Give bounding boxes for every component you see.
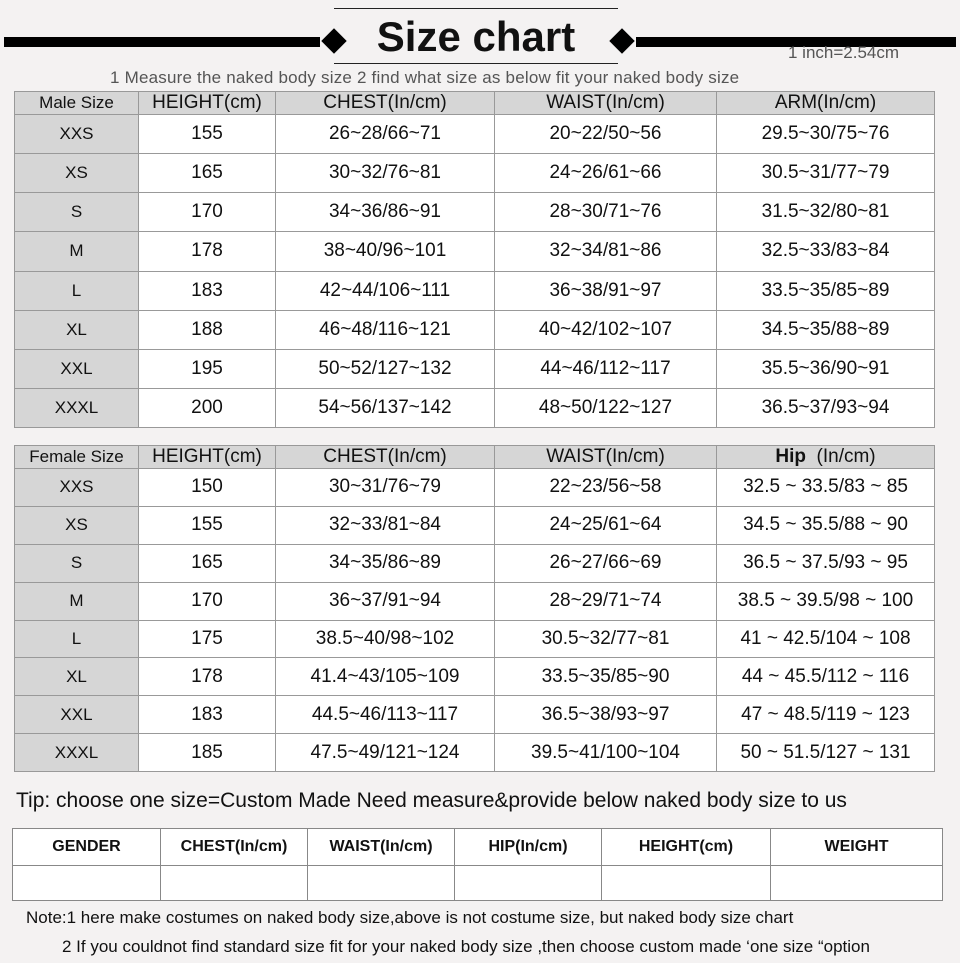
chest-value: 46~48/116~121 xyxy=(276,310,495,349)
waist-value: 26~27/66~69 xyxy=(495,544,717,582)
waist-value: 24~25/61~64 xyxy=(495,506,717,544)
chest-value: 34~35/86~89 xyxy=(276,544,495,582)
waist-value: 20~22/50~56 xyxy=(495,115,717,154)
height-value: 170 xyxy=(139,582,276,620)
weight-entry-cell xyxy=(771,866,943,901)
arm-value: 32.5~33/83~84 xyxy=(717,232,935,271)
table-row xyxy=(15,469,935,507)
size-label: L xyxy=(15,271,139,310)
unit-conversion-note: 1 inch=2.54cm xyxy=(788,43,900,62)
arm-value: 36.5~37/93~94 xyxy=(717,388,935,427)
size-label: L xyxy=(15,620,139,658)
hip-header: HIP(In/cm) xyxy=(455,829,602,866)
size-label: S xyxy=(15,193,139,232)
custom-entry-row xyxy=(13,866,943,901)
title-rule-left xyxy=(4,37,320,47)
hip-value: 36.5 ~ 37.5/93 ~ 95 xyxy=(717,544,935,582)
hip-value: 47 ~ 48.5/119 ~ 123 xyxy=(717,696,935,734)
chest-header: CHEST(In/cm) xyxy=(161,829,308,866)
size-label: M xyxy=(15,232,139,271)
hip-value: 41 ~ 42.5/104 ~ 108 xyxy=(717,620,935,658)
height-value: 175 xyxy=(139,620,276,658)
waist-value: 28~29/71~74 xyxy=(495,582,717,620)
size-label: M xyxy=(15,582,139,620)
height-value: 178 xyxy=(139,658,276,696)
male-size-table xyxy=(14,91,935,428)
table-row xyxy=(15,388,935,427)
chest-value: 54~56/137~142 xyxy=(276,388,495,427)
table-row xyxy=(15,544,935,582)
height-value: 165 xyxy=(139,154,276,193)
size-label: XXXL xyxy=(15,388,139,427)
male-size-header: Male Size xyxy=(15,92,139,115)
waist-value: 32~34/81~86 xyxy=(495,232,717,271)
male-chest-header: CHEST(In/cm) xyxy=(276,92,495,115)
waist-value: 40~42/102~107 xyxy=(495,310,717,349)
female-waist-header: WAIST(In/cm) xyxy=(495,446,717,469)
height-header: HEIGHT(cm) xyxy=(602,829,771,866)
chest-value: 42~44/106~111 xyxy=(276,271,495,310)
chest-value: 47.5~49/121~124 xyxy=(276,734,495,772)
waist-value: 22~23/56~58 xyxy=(495,469,717,507)
chest-value: 44.5~46/113~117 xyxy=(276,696,495,734)
hip-value: 50 ~ 51.5/127 ~ 131 xyxy=(717,734,935,772)
size-label: S xyxy=(15,544,139,582)
size-label: XXL xyxy=(15,696,139,734)
waist-header: WAIST(In/cm) xyxy=(308,829,455,866)
waist-value: 30.5~32/77~81 xyxy=(495,620,717,658)
hip-header-unit: (In/cm) xyxy=(816,446,876,467)
table-row xyxy=(15,154,935,193)
height-value: 195 xyxy=(139,349,276,388)
chest-value: 32~33/81~84 xyxy=(276,506,495,544)
table-row xyxy=(15,310,935,349)
table-row xyxy=(15,696,935,734)
table-row xyxy=(15,620,935,658)
height-value: 165 xyxy=(139,544,276,582)
note-line-2: 2 If you couldnot find standard size fit for your naked body size ,then choose custom made ‘one size “option xyxy=(62,937,870,956)
table-row xyxy=(15,506,935,544)
female-chest-header: CHEST(In/cm) xyxy=(276,446,495,469)
chest-value: 41.4~43/105~109 xyxy=(276,658,495,696)
height-value: 183 xyxy=(139,271,276,310)
gender-entry-cell xyxy=(13,866,161,901)
hip-value: 38.5 ~ 39.5/98 ~ 100 xyxy=(717,582,935,620)
height-value: 170 xyxy=(139,193,276,232)
custom-measurement-table xyxy=(12,828,943,901)
height-value: 155 xyxy=(139,506,276,544)
arm-value: 35.5~36/90~91 xyxy=(717,349,935,388)
size-label: XL xyxy=(15,310,139,349)
height-value: 183 xyxy=(139,696,276,734)
female-hip-header xyxy=(717,446,935,469)
chest-value: 30~31/76~79 xyxy=(276,469,495,507)
waist-value: 33.5~35/85~90 xyxy=(495,658,717,696)
size-label: XXS xyxy=(15,469,139,507)
height-value: 185 xyxy=(139,734,276,772)
arm-value: 30.5~31/77~79 xyxy=(717,154,935,193)
table-row xyxy=(15,734,935,772)
table-row xyxy=(15,232,935,271)
arm-value: 31.5~32/80~81 xyxy=(717,193,935,232)
height-value: 178 xyxy=(139,232,276,271)
height-entry-cell xyxy=(602,866,771,901)
chest-value: 34~36/86~91 xyxy=(276,193,495,232)
page-title: Size chart xyxy=(334,8,618,64)
height-value: 155 xyxy=(139,115,276,154)
hip-value: 34.5 ~ 35.5/88 ~ 90 xyxy=(717,506,935,544)
female-header-row xyxy=(15,446,935,469)
table-row xyxy=(15,658,935,696)
hip-header-label: Hip xyxy=(775,446,806,467)
chest-value: 36~37/91~94 xyxy=(276,582,495,620)
table-row xyxy=(15,271,935,310)
chest-value: 38~40/96~101 xyxy=(276,232,495,271)
chest-value: 26~28/66~71 xyxy=(276,115,495,154)
female-size-header: Female Size xyxy=(15,446,139,469)
chest-entry-cell xyxy=(161,866,308,901)
waist-entry-cell xyxy=(308,866,455,901)
chest-value: 38.5~40/98~102 xyxy=(276,620,495,658)
waist-value: 48~50/122~127 xyxy=(495,388,717,427)
hip-entry-cell xyxy=(455,866,602,901)
measure-instructions: 1 Measure the naked body size 2 find what size as below fit your naked body size xyxy=(110,68,740,87)
waist-value: 36.5~38/93~97 xyxy=(495,696,717,734)
table-row xyxy=(15,115,935,154)
height-value: 150 xyxy=(139,469,276,507)
male-height-header: HEIGHT(cm) xyxy=(139,92,276,115)
size-label: XL xyxy=(15,658,139,696)
height-value: 200 xyxy=(139,388,276,427)
size-label: XS xyxy=(15,154,139,193)
waist-value: 28~30/71~76 xyxy=(495,193,717,232)
male-arm-header: ARM(In/cm) xyxy=(717,92,935,115)
size-label: XXS xyxy=(15,115,139,154)
waist-value: 24~26/61~66 xyxy=(495,154,717,193)
arm-value: 33.5~35/85~89 xyxy=(717,271,935,310)
chest-value: 30~32/76~81 xyxy=(276,154,495,193)
waist-value: 39.5~41/100~104 xyxy=(495,734,717,772)
waist-value: 44~46/112~117 xyxy=(495,349,717,388)
weight-header: WEIGHT xyxy=(771,829,943,866)
table-row xyxy=(15,349,935,388)
chest-value: 50~52/127~132 xyxy=(276,349,495,388)
size-label: XS xyxy=(15,506,139,544)
male-waist-header: WAIST(In/cm) xyxy=(495,92,717,115)
hip-value: 44 ~ 45.5/112 ~ 116 xyxy=(717,658,935,696)
table-row xyxy=(15,582,935,620)
custom-header-row xyxy=(13,829,943,866)
female-size-table xyxy=(14,445,935,772)
table-row xyxy=(15,193,935,232)
gender-header: GENDER xyxy=(13,829,161,866)
waist-value: 36~38/91~97 xyxy=(495,271,717,310)
male-header-row xyxy=(15,92,935,115)
height-value: 188 xyxy=(139,310,276,349)
arm-value: 34.5~35/88~89 xyxy=(717,310,935,349)
hip-value: 32.5 ~ 33.5/83 ~ 85 xyxy=(717,469,935,507)
female-height-header: HEIGHT(cm) xyxy=(139,446,276,469)
size-label: XXL xyxy=(15,349,139,388)
custom-made-tip: Tip: choose one size=Custom Made Need measure&provide below naked body size to us xyxy=(16,789,847,812)
arm-value: 29.5~30/75~76 xyxy=(717,115,935,154)
size-label: XXXL xyxy=(15,734,139,772)
note-line-1: Note:1 here make costumes on naked body size,above is not costume size, but naked body size chart xyxy=(26,908,794,927)
